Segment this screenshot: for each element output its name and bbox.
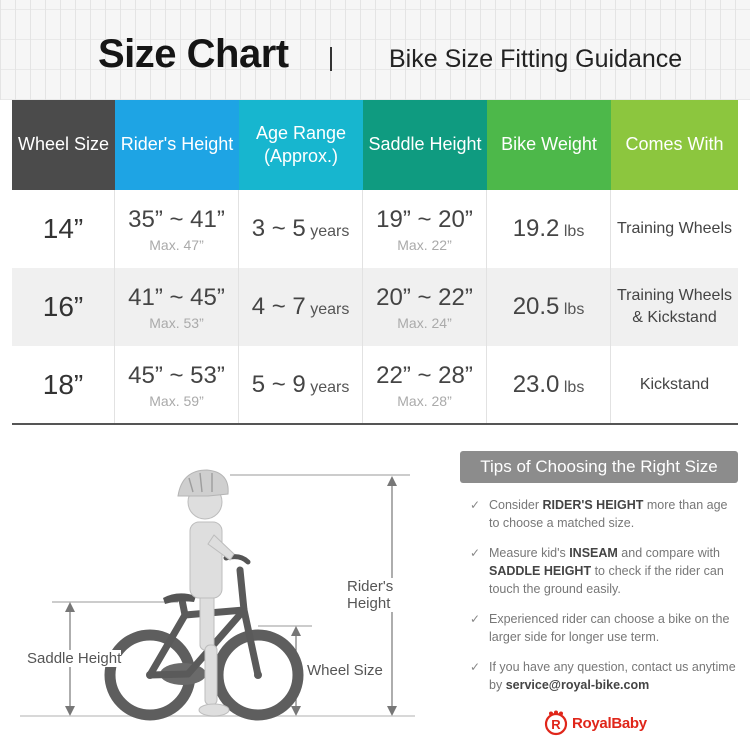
col-header-label: Saddle Height	[368, 134, 482, 155]
tips-heading: Tips of Choosing the Right Size	[460, 451, 738, 483]
tip-text: to check if the rider can touch the ground easily.	[489, 564, 724, 596]
saddle-max-value: Max. 22”	[397, 236, 452, 253]
height-range-value: 41” ~ 45”	[128, 283, 225, 311]
support-email-link[interactable]: service@royal-bike.com	[505, 678, 650, 692]
table-row	[12, 346, 738, 424]
saddle-range-value: 20” ~ 22”	[376, 283, 473, 311]
col-header-label: Wheel Size	[17, 134, 110, 155]
child-on-bike-illustration	[0, 430, 440, 750]
check-icon: ✓	[470, 612, 481, 626]
riders-height-label: Rider's Height	[347, 578, 440, 612]
saddle-height-label: Saddle Height	[27, 650, 122, 667]
table-bottom-rule	[12, 423, 738, 425]
saddle-max-value: Max. 28”	[397, 392, 452, 409]
comes-with-line: Training Wheels	[616, 219, 732, 237]
height-max-value: Max. 53”	[149, 314, 204, 331]
bike-weight-cell	[487, 268, 611, 346]
col-header-label: Comes With	[625, 134, 724, 155]
age-value: 3 ~ 5	[251, 215, 306, 242]
tip-text: and compare with	[617, 546, 720, 560]
col-header-label: Bike Weight	[501, 134, 597, 155]
col-header-bike-weight	[487, 100, 611, 190]
royalbaby-logo-icon	[544, 710, 568, 736]
weight-value: 19.2	[512, 215, 560, 242]
col-header-wheel-size	[12, 100, 115, 190]
list-item	[468, 496, 738, 532]
age-unit: years	[310, 223, 350, 240]
size-chart-table	[12, 100, 738, 424]
wheel-size-cell	[12, 346, 115, 424]
list-item	[468, 610, 738, 646]
list-item	[468, 544, 738, 598]
wheel-size-cell	[12, 268, 115, 346]
col-header-riders-height	[115, 100, 239, 190]
comes-with-line: Kickstand	[639, 375, 710, 393]
height-range-value: 45” ~ 53”	[128, 361, 225, 389]
col-header-label: Age Range	[255, 122, 347, 143]
saddle-height-cell	[363, 268, 487, 346]
wheel-size-value: 14”	[42, 213, 84, 244]
col-header-label-sub: (Approx.)	[263, 146, 338, 166]
wheel-size-value: 18”	[42, 369, 84, 400]
list-item	[468, 658, 738, 694]
saddle-height-cell	[363, 190, 487, 268]
title-divider	[330, 47, 332, 71]
age-range-cell	[239, 346, 363, 424]
height-range-value: 35” ~ 41”	[128, 205, 225, 233]
bike-weight-cell	[487, 346, 611, 424]
weight-unit: lbs	[563, 223, 585, 240]
comes-with-cell	[611, 190, 738, 268]
col-header-age-range	[239, 100, 363, 190]
tip-text: If you have any question, contact us anytime by	[489, 660, 736, 692]
tip-text: more than age to choose a matched size.	[489, 498, 728, 530]
tip-text: Experienced rider can choose a bike on the larger side for longer use term.	[489, 612, 730, 644]
page-title: Size Chart	[98, 32, 289, 76]
age-value: 5 ~ 9	[251, 371, 306, 398]
wheel-size-value: 16”	[42, 291, 84, 322]
page-subtitle: Bike Size Fitting Guidance	[389, 45, 683, 73]
tip-emphasis: SADDLE HEIGHT	[489, 564, 592, 578]
table-row	[12, 268, 738, 346]
col-header-saddle-height	[363, 100, 487, 190]
check-icon: ✓	[470, 660, 481, 674]
height-max-value: Max. 59”	[149, 392, 204, 409]
comes-with-line: & Kickstand	[632, 309, 717, 326]
riders-height-cell	[115, 190, 239, 268]
riders-height-cell	[115, 268, 239, 346]
saddle-height-cell	[363, 346, 487, 424]
tips-list	[468, 496, 738, 706]
brand-name: RoyalBaby	[572, 714, 647, 732]
weight-value: 23.0	[512, 371, 560, 398]
bike-weight-cell	[487, 190, 611, 268]
wheel-size-cell	[12, 190, 115, 268]
age-range-cell	[239, 190, 363, 268]
riders-height-cell	[115, 346, 239, 424]
brand-logo	[544, 710, 647, 736]
saddle-max-value: Max. 24”	[397, 314, 452, 331]
col-header-label: Rider's Height	[120, 134, 234, 155]
tip-text: Measure kid's	[489, 546, 570, 560]
table-header-row	[12, 100, 738, 190]
header-banner	[0, 0, 750, 100]
comes-with-line: Training Wheels	[616, 286, 732, 304]
age-value: 4 ~ 7	[251, 293, 306, 320]
tip-emphasis: INSEAM	[569, 546, 618, 560]
table-row	[12, 190, 738, 268]
tip-text: Consider	[489, 498, 543, 512]
tip-emphasis: RIDER'S HEIGHT	[542, 498, 644, 512]
check-icon: ✓	[470, 546, 481, 560]
wheel-size-label: Wheel Size	[307, 662, 383, 679]
comes-with-cell	[611, 346, 738, 424]
weight-unit: lbs	[563, 301, 585, 318]
weight-unit: lbs	[563, 379, 585, 396]
age-unit: years	[310, 379, 350, 396]
age-range-cell	[239, 268, 363, 346]
weight-value: 20.5	[512, 293, 560, 320]
svg-text:R: R	[551, 717, 561, 732]
comes-with-cell	[611, 268, 738, 346]
saddle-range-value: 22” ~ 28”	[376, 361, 473, 389]
height-max-value: Max. 47”	[149, 236, 204, 253]
age-unit: years	[310, 301, 350, 318]
check-icon: ✓	[470, 498, 481, 512]
col-header-comes-with	[611, 100, 738, 190]
saddle-range-value: 19” ~ 20”	[376, 205, 473, 233]
